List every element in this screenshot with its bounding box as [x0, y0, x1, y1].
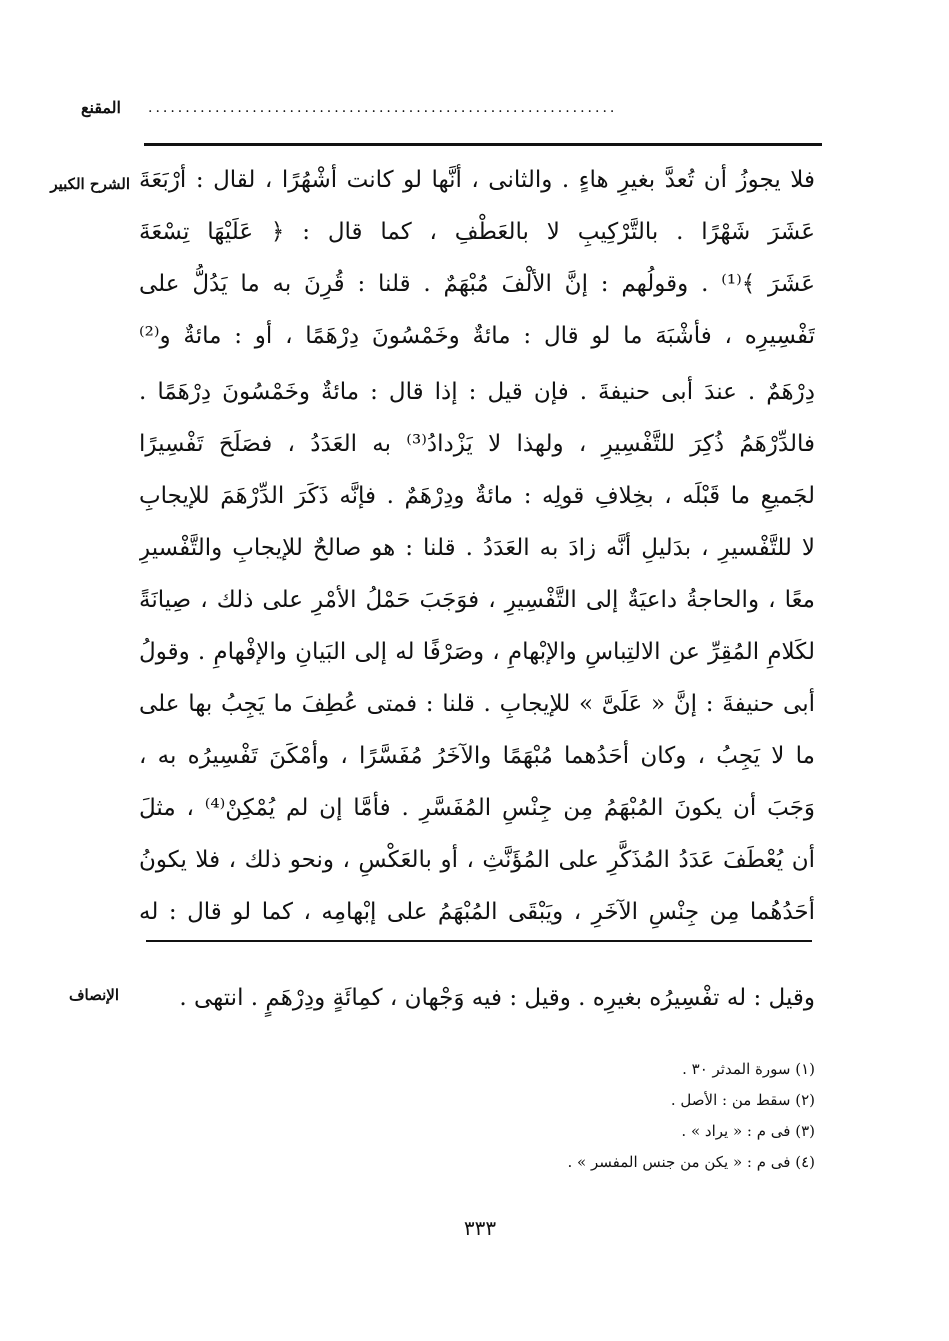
footnote: (٤) فى م : « يكن من جنس المفسر » . — [567, 1153, 815, 1171]
main-text-line: لا للتَّفْسيرِ ، بدَليلِ أنَّه زادَ به العَدَدُ . قلنا : هو صالحٌ للإيجابِ والتَّفْسيرِ — [139, 535, 815, 561]
section-divider — [146, 940, 812, 942]
footnote: (٢) سقط من : الأصل . — [670, 1091, 815, 1109]
book-title-header: المقنع — [80, 98, 121, 117]
main-text-line: تَفْسِيرِه ، فأشْبَهَ ما لو قال : مائةٌ وخَمْسُونَ دِرْهَمًا ، أو : مائةٌ و⁽²⁾ — [139, 323, 815, 349]
top-rule — [144, 143, 822, 146]
main-text-line: دِرْهَمٌ . عندَ أبى حنيفةَ . فإن قيل : إذا قال : مائةٌ وخَمْسُونَ دِرْهَمًا . — [139, 379, 815, 405]
side-label-insaf: الإنصاف — [68, 986, 119, 1004]
main-text-line: فالدِّرْهَمُ ذُكِرَ للتَّفْسِيرِ ، ولهذا لا يَزْدادُ⁽³⁾ به العَدَدُ ، فصَلَحَ تَفْسِيرًا — [139, 431, 815, 457]
page-number: ٣٣٣ — [463, 1216, 497, 1240]
main-text-line: عَشَرَ ﴾⁽¹⁾ . وقولُهم : إنَّ الألْفَ مُبْهَمٌ . قلنا : قُرِنَ به ما يَدُلُّ على — [139, 271, 815, 297]
main-text-line: أبى حنيفةَ : إنَّ « عَلَىَّ » للإيجابِ . قلنا : فمتى عُطِفَ ما يَجِبُ بها على — [139, 691, 815, 717]
main-text-line: أن يُعْطَفَ عَدَدُ المُذَكَّرِ على المُؤَنَّثِ ، أو بالعَكْسِ ، ونحو ذلك ، فلا يكونُ — [139, 847, 815, 873]
main-text-line: لجَميعِ ما قَبْلَه ، بخِلافِ قولِه : مائةٌ ودِرْهَمٌ . فإنَّه ذَكَرَ الدِّرْهَمَ للإيجابِ — [139, 483, 815, 509]
main-text-line: عَشَرَ شَهْرًا . بالتَّرْكِيبِ لا بالعَطْفِ ، كما قال : ﴿ عَلَيْهَا تِسْعَةَ — [139, 219, 815, 245]
main-text-line: وَجَبَ أن يكونَ المُبْهَمُ مِن جِنْسِ المُفَسَّرِ . فأمَّا إن لم يُمْكِنْ⁽⁴⁾ ، مثلَ — [139, 795, 815, 821]
main-text-line: أحَدُهُما مِن جِنْسِ الآخَرِ ، ويَبْقَى المُبْهَمُ على إبْهامِه ، كما لو قال : له — [139, 899, 815, 925]
side-label-sharh: الشرح الكبير — [50, 175, 130, 193]
insaf-text: وقيل : له تفْسِيرُه بغيرِه . وقيل : فيه وَجْهان ، كمِائَةٍ ودِرْهَمٍ . انتهى . — [179, 985, 815, 1011]
main-text-line: لكَلامِ المُقِرِّ عن الالتِباسِ والإبْهامِ ، وصَرْفًا له إلى البَيانِ والإفْهامِ . وقولُ — [139, 639, 815, 665]
main-text-line: ما لا يَجِبُ ، وكان أحَدُهما مُبْهَمًا والآخَرُ مُفَسَّرًا ، وأمْكَنَ تَفْسِيرُه به ، — [139, 743, 815, 769]
footnote: (٣) فى م : « يراد » . — [681, 1122, 815, 1140]
main-text-line: فلا يجوزُ أن تُعدَّ بغيرِ هاءٍ . والثانى ، أنَّها لو كانت أشْهُرًا ، لقال : أرْبَعَةَ — [139, 167, 815, 193]
main-text-line: معًا ، والحاجةُ داعيَةٌ إلى التَّفْسِيرِ ، فوَجَبَ حَمْلُ الأمْرِ على ذلك ، صِيانَةً — [139, 587, 815, 613]
footnote: (١) سورة المدثر ٣٠ . — [682, 1060, 815, 1078]
header-dotted-leader: ............................................................... — [148, 100, 618, 116]
